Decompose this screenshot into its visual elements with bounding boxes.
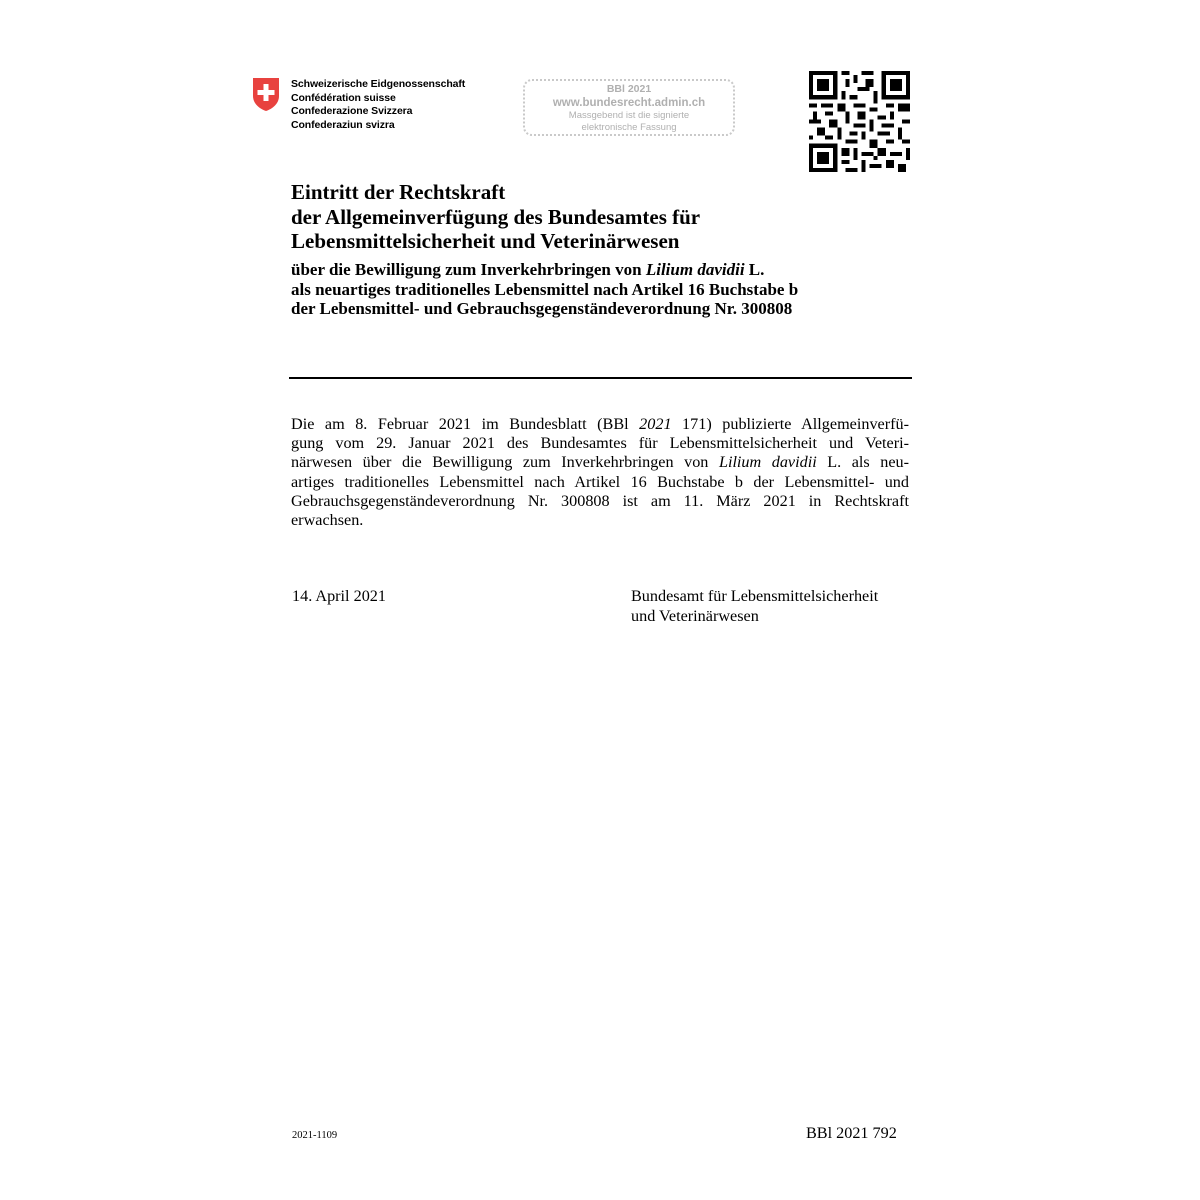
body-line: artiges traditionelles Lebensmittel nach Artikel 16 Buchstabe b der Lebensmittel- und	[291, 472, 909, 491]
species-name: Lilium davidii	[645, 260, 745, 279]
title-divider	[289, 377, 912, 379]
document-subtitle	[291, 260, 798, 319]
body-text: Die am 8. Februar 2021 im Bundesblatt (BBl	[291, 415, 640, 433]
subtitle-line: der Lebensmittel- und Gebrauchsgegenständeverordnung Nr. 300808	[291, 299, 793, 318]
signing-authority	[631, 586, 878, 626]
subtitle-line	[291, 260, 798, 280]
stamp-line-4: elektronische Fassung	[581, 121, 677, 133]
subtitle-text: L.	[744, 260, 765, 279]
body-line: gung vom 29. Januar 2021 des Bundesamtes für Lebensmittelsicherheit und Veteri-	[291, 434, 909, 453]
title-line: der Allgemeinverfügung des Bundesamtes für	[291, 204, 701, 229]
signer-line: und Veterinärwesen	[631, 607, 759, 625]
body-italic: Lilium davidii	[718, 453, 817, 472]
footer-reference: BBl 2021 792	[806, 1124, 897, 1142]
body-text: L. als neu-	[816, 453, 909, 472]
authenticity-stamp	[523, 79, 735, 136]
body-text: närwesen über die Bewilligung zum Inverkehrbringen von	[291, 453, 719, 472]
body-text: 171) publizierte Allgemeinverfü-	[671, 415, 909, 433]
stamp-url[interactable]: www.bundesrecht.admin.ch	[552, 97, 706, 109]
body-line	[291, 415, 909, 434]
body-italic: 2021	[639, 415, 672, 433]
signer-line: Bundesamt für Lebensmittelsicherheit	[631, 587, 879, 605]
body-line: erwachsen.	[291, 511, 364, 530]
body-paragraph	[291, 415, 909, 530]
title-line: Lebensmittelsicherheit und Veterinärwesen	[291, 229, 680, 253]
agency-names	[291, 78, 465, 132]
body-line	[291, 453, 909, 472]
footer-document-id: 2021-1109	[292, 1130, 338, 1141]
issue-date: 14. April 2021	[292, 587, 386, 605]
subtitle-text: über die Bewilligung zum Inverkehrbringen von	[291, 260, 646, 279]
subtitle-line: als neuartiges traditionelles Lebensmittel nach Artikel 16 Buchstabe b	[291, 279, 799, 299]
body-line: Gebrauchsgegenständeverordnung Nr. 300808 ist am 11. März 2021 in Rechtskraft	[291, 491, 909, 510]
agency-name-rm: Confederaziun svizra	[291, 118, 395, 131]
swiss-coat-of-arms-icon	[252, 77, 280, 112]
stamp-line-3: Massgebend ist die signierte	[568, 110, 690, 121]
agency-name-de: Schweizerische Eidgenossenschaft	[291, 78, 466, 90]
agency-name-fr: Confédération suisse	[291, 91, 396, 104]
qr-code-icon[interactable]	[809, 71, 910, 172]
document-title	[291, 180, 700, 254]
title-line: Eintritt der Rechtskraft	[291, 180, 506, 204]
agency-name-it: Confederazione Svizzera	[291, 105, 413, 117]
stamp-line-1: BBl 2021	[606, 83, 652, 95]
